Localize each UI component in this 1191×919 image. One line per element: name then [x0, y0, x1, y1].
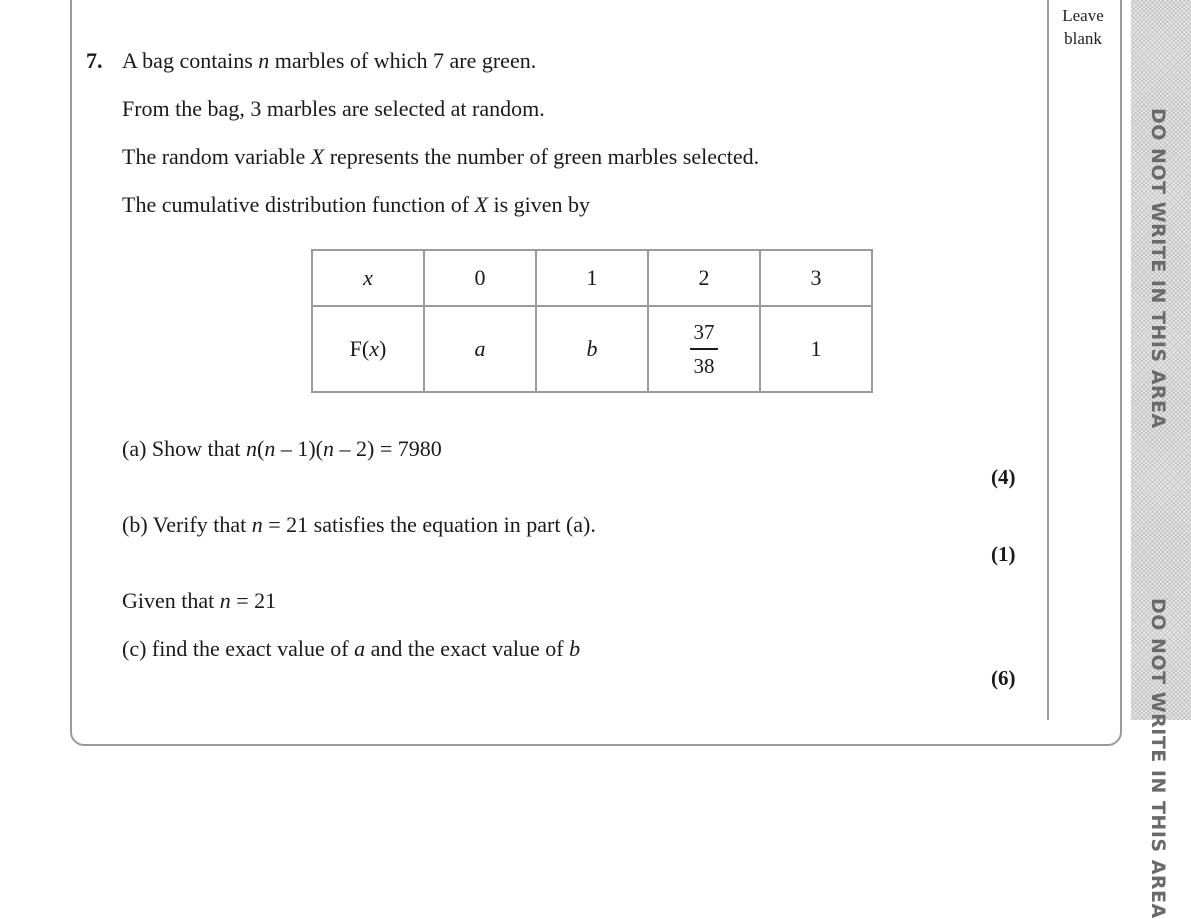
leave-blank-label: [1052, 4, 1114, 50]
fraction-denominator: 38: [693, 354, 715, 378]
fraction-bar: [690, 348, 718, 350]
cdf-table: [311, 249, 873, 393]
table-header-x: x: [312, 250, 424, 306]
question-number: 7.: [86, 48, 103, 73]
part-b: (b) Verify that n = 21 satisfies the equation in part (a).: [122, 512, 596, 537]
table-f-value: 1: [760, 306, 872, 392]
do-not-write-text: DO NOT WRITE IN THIS AREA: [1147, 598, 1169, 919]
do-not-write-text: DO NOT WRITE IN THIS AREA: [1147, 108, 1169, 429]
question-line-3: The random variable X represents the number of green marbles selected.: [122, 144, 760, 169]
part-c: (c) find the exact value of a and the exact value of b: [122, 636, 581, 661]
table-row: [312, 306, 872, 392]
table-x-value: 1: [536, 250, 648, 306]
marks-part-a: (4): [991, 465, 1016, 489]
table-header-fx: F(x): [312, 306, 424, 392]
part-a: (a) Show that n(n – 1)(n – 2) = 7980: [122, 436, 442, 461]
leave-blank-line-2: blank: [1064, 29, 1102, 48]
table-f-value: [648, 306, 760, 392]
question-line-2: From the bag, 3 marbles are selected at random.: [122, 96, 545, 121]
table-f-value: b: [536, 306, 648, 392]
table-f-value: a: [424, 306, 536, 392]
question-line-4: The cumulative distribution function of X is given by: [122, 192, 591, 217]
given-line: Given that n = 21: [122, 588, 277, 613]
marks-part-b: (1): [991, 542, 1016, 566]
margin-rule: [1047, 0, 1049, 720]
fraction-numerator: 37: [693, 320, 715, 344]
leave-blank-line-1: Leave: [1062, 6, 1104, 25]
table-x-value: 3: [760, 250, 872, 306]
table-x-value: 0: [424, 250, 536, 306]
table-row: [312, 250, 872, 306]
marks-part-c: (6): [991, 666, 1016, 690]
fraction: [690, 320, 718, 378]
question-line-1: A bag contains n marbles of which 7 are green.: [122, 48, 537, 73]
table-x-value: 2: [648, 250, 760, 306]
